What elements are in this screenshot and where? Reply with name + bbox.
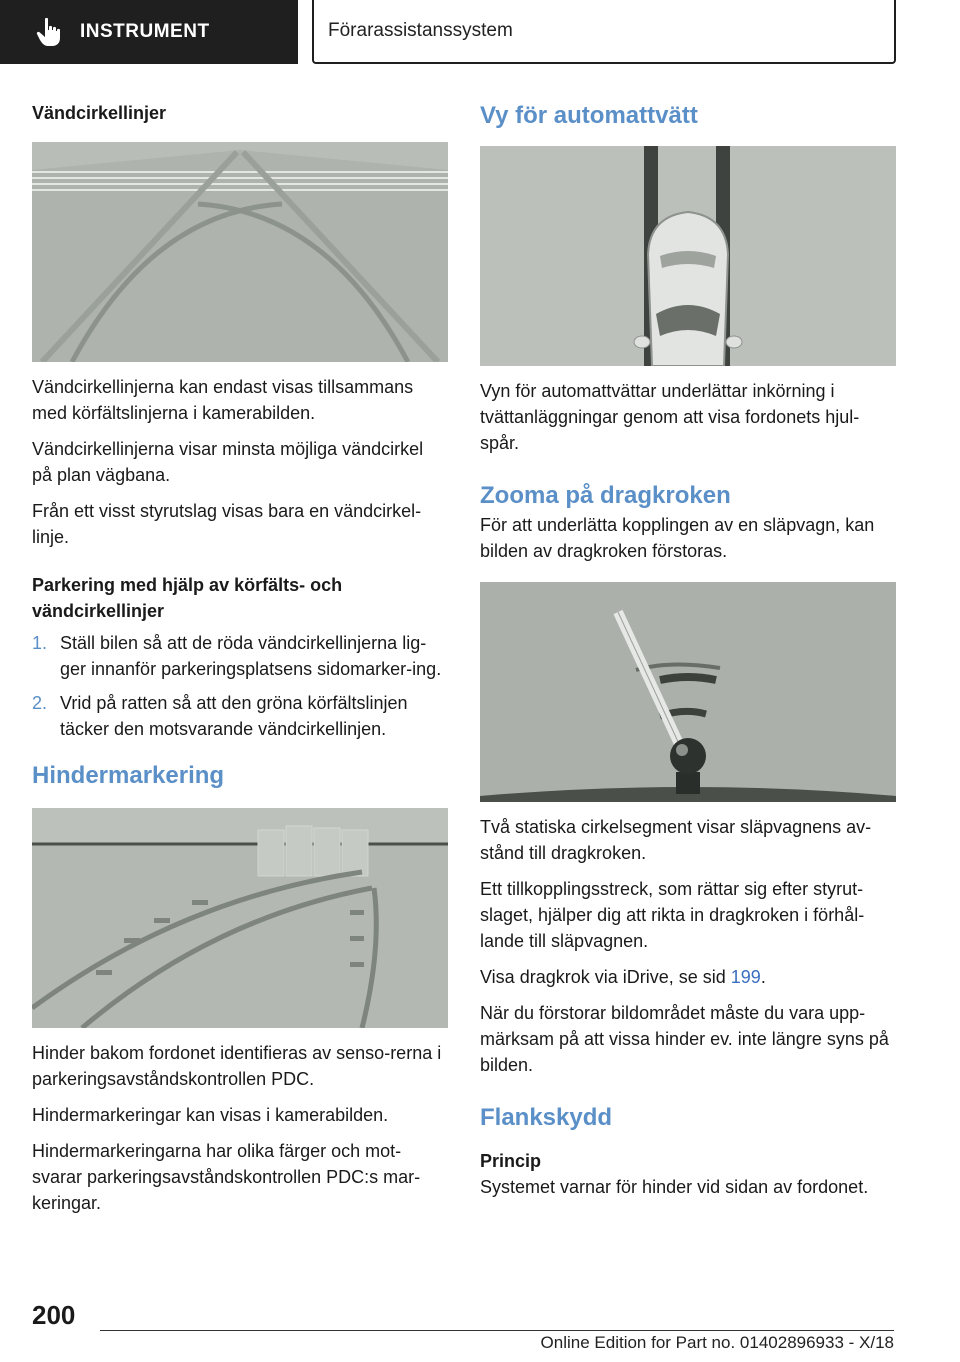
list-item (32, 690, 448, 742)
principle-heading: Princip (480, 1151, 542, 1171)
principle-paragraph: Systemet varnar för hinder vid sidan av fordonet. (480, 1177, 869, 1197)
footer-divider (100, 1330, 894, 1331)
obstacle-markers-image (32, 808, 448, 1028)
obstacle-paragraph-2: Hindermarkeringar kan visas i kamerabilden. (32, 1105, 389, 1125)
turning-paragraph-2: Vändcirkellinjerna visar minsta möjliga vändcirkel på plan vägbana. (32, 439, 424, 485)
carwash-heading: Vy för automattvätt (480, 102, 698, 129)
turning-heading: Vändcirkellinjer (32, 103, 167, 123)
zoom-paragraph-3: Ett tillkopplingsstreck, som rättar sig efter styrut‐slaget, hjälper dig att rikta in dragkroken i förhål‐lande till släpvagnen. (480, 879, 865, 951)
turning-lines-image (32, 142, 448, 362)
carwash-view-image (480, 146, 896, 366)
left-column (32, 100, 448, 1226)
turning-paragraph-3: Från ett visst styrutslag visas bara en vändcirkel‐linje. (32, 501, 422, 547)
tow-hook-image (480, 582, 896, 802)
obstacle-paragraph-1: Hinder bakom fordonet identifieras av senso‐rerna i parkeringsavståndskontrollen PDC. (32, 1043, 442, 1089)
parking-steps (32, 630, 448, 742)
step-number: 2. (32, 693, 48, 713)
step-text: Ställ bilen så att de röda vändcirkellinjerna lig‐ger innanför parkeringsplatsens sidomarker‐ing. (60, 633, 442, 679)
section-label: INSTRUMENT (80, 21, 210, 42)
zoom-paragraph-5: När du förstorar bildområdet måste du vara upp‐märksam på att vissa hinder ev. inte längre syns på bilden. (480, 1003, 889, 1075)
section-tab[interactable] (0, 0, 298, 64)
list-item (32, 630, 448, 682)
flank-heading: Flankskydd (480, 1104, 613, 1131)
step-text: Vrid på ratten så att den gröna körfältslinjen täcker den motsvarande vändcirkellinjen. (60, 693, 408, 739)
turning-paragraph-1: Vändcirkellinjerna kan endast visas tillsammans med körfältslinjerna i kamerabilden. (32, 377, 414, 423)
step-number: 1. (32, 633, 48, 653)
hand-pointer-icon (36, 17, 62, 47)
zoom-paragraph-1: För att underlätta kopplingen av en släpvagn, kan bilden av dragkroken förstoras. (480, 515, 875, 561)
page-reference-link[interactable]: 199 (730, 967, 761, 987)
obstacle-paragraph-3: Hindermarkeringarna har olika färger och mot‐svarar parkeringsavståndskontrollen PDC:s mar‐keringar. (32, 1141, 421, 1213)
page-number: 200 (32, 1300, 76, 1330)
carwash-paragraph-1: Vyn för automattvättar underlättar inkörning i tvättanläggningar genom att visa fordonets hjul‐spår. (480, 381, 860, 453)
edition-text: Online Edition for Part no. 01402896933 - X/18 (540, 1333, 894, 1352)
right-column (480, 100, 896, 1210)
chapter-label: Förarassistanssystem (328, 20, 513, 41)
parking-heading: Parkering med hjälp av körfälts- och vändcirkellinjer (32, 575, 343, 621)
obstacle-heading: Hindermarkering (32, 762, 225, 789)
zoom-heading: Zooma på dragkroken (480, 482, 731, 509)
chapter-tab[interactable] (312, 0, 896, 64)
zoom-paragraph-4: Visa dragkrok via iDrive, se sid 199. (480, 967, 766, 987)
zoom-paragraph-2: Två statiska cirkelsegment visar släpvagnens av‐stånd till dragkroken. (480, 817, 872, 863)
